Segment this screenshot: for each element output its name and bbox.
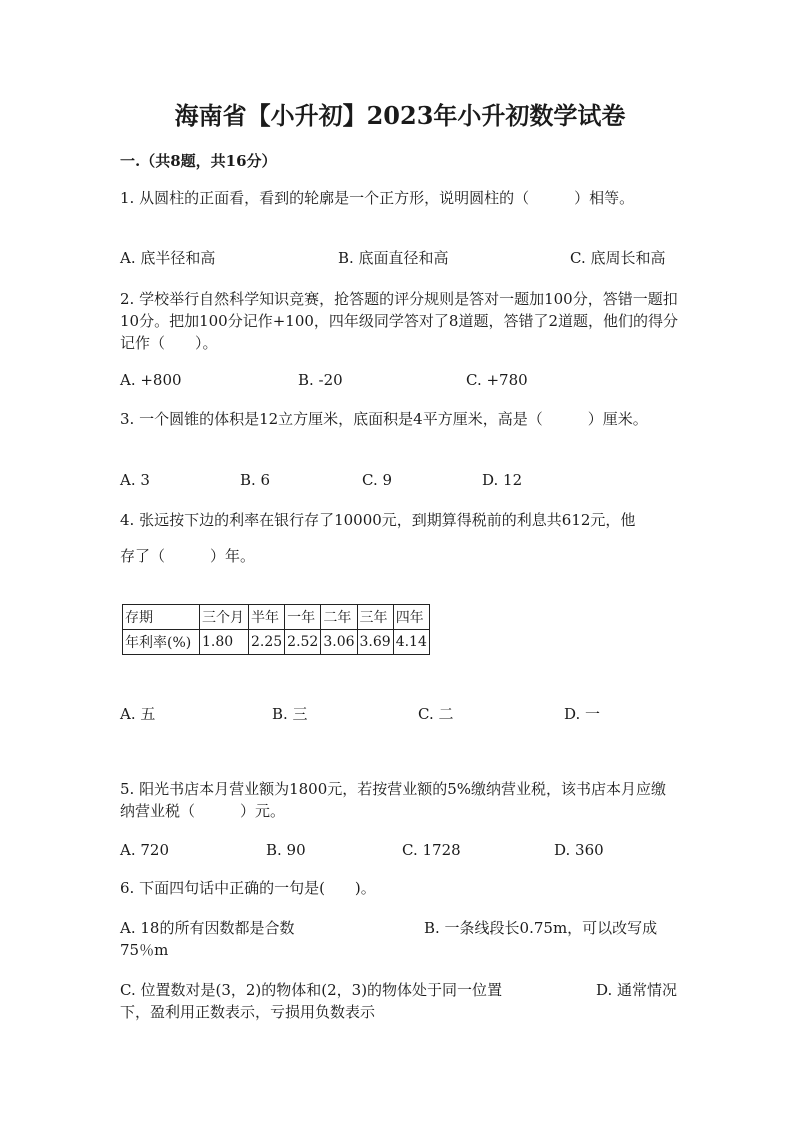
interest-rate-table — [122, 604, 430, 655]
question-5-option-d: D. 360 — [554, 841, 604, 859]
question-2-option-a: A. +800 — [120, 371, 182, 389]
table-cell: 3.06 — [321, 630, 357, 655]
table-header-cell: 四年 — [393, 605, 429, 630]
page-title: 海南省【小升初】2023年小升初数学试卷 — [174, 101, 626, 130]
question-4-text-line1: 4. 张远按下边的利率在银行存了10000元，到期算得税前的利息共612元，他 — [120, 511, 636, 529]
question-4-option-a: A. 五 — [120, 705, 156, 723]
table-header-cell: 半年 — [249, 605, 285, 630]
question-1-option-a: A. 底半径和高 — [120, 249, 216, 267]
question-2-option-c: C. +780 — [466, 371, 528, 389]
question-6-option-c: C. 位置数对是(3，2)的物体和(2，3)的物体处于同一位置 — [120, 981, 503, 999]
question-4-option-c: C. 二 — [418, 705, 454, 723]
question-6-option-d: D. 通常情况 — [596, 981, 678, 999]
table-header-cell: 存期 — [123, 605, 200, 630]
question-3-option-c: C. 9 — [362, 471, 393, 489]
question-1-option-c: C. 底周长和高 — [570, 249, 666, 267]
question-6-option-d-continued: 下，盈利用正数表示，亏损用负数表示 — [120, 1003, 376, 1021]
table-cell: 1.80 — [200, 630, 249, 655]
table-row — [123, 630, 430, 655]
question-4-text-line2: 存了（ ）年。 — [120, 547, 256, 565]
table-header-cell: 三年 — [357, 605, 393, 630]
question-6-option-b-continued: 75％m — [120, 941, 169, 959]
table-cell: 4.14 — [393, 630, 429, 655]
question-1-option-b: B. 底面直径和高 — [338, 249, 449, 267]
table-cell: 2.25 — [249, 630, 285, 655]
table-header-cell: 二年 — [321, 605, 357, 630]
table-header-cell: 一年 — [285, 605, 321, 630]
question-3-option-b: B. 6 — [240, 471, 271, 489]
question-6-text: 6. 下面四句话中正确的一句是( )。 — [120, 879, 376, 897]
question-3-option-a: A. 3 — [120, 471, 150, 489]
question-5-option-c: C. 1728 — [402, 841, 461, 859]
question-5-option-b: B. 90 — [266, 841, 306, 859]
question-4-option-d: D. 一 — [564, 705, 601, 723]
question-3-option-d: D. 12 — [482, 471, 523, 489]
table-cell: 3.69 — [357, 630, 393, 655]
question-3-text: 3. 一个圆锥的体积是12立方厘米，底面积是4平方厘米，高是（ ）厘米。 — [120, 410, 648, 428]
question-5-text: 5. 阳光书店本月营业额为1800元，若按营业额的5%缴纳营业税，该书店本月应缴纳营业税（ ）元。 — [120, 780, 667, 820]
question-5-option-a: A. 720 — [120, 841, 169, 859]
table-header-cell: 三个月 — [200, 605, 249, 630]
question-2-text: 2. 学校举行自然科学知识竞赛，抢答题的评分规则是答对一题加100分，答错一题扣10分。把加100分记作+100，四年级同学答对了8道题，答错了2道题，他们的得分记作（ ）。 — [120, 290, 679, 352]
question-6-option-a: A. 18的所有因数都是合数 — [120, 919, 295, 937]
table-header-row — [123, 605, 430, 630]
question-1-text: 1. 从圆柱的正面看，看到的轮廓是一个正方形，说明圆柱的（ ）相等。 — [120, 189, 635, 207]
question-4-option-b: B. 三 — [272, 705, 308, 723]
section-heading: 一.（共8题，共16分） — [120, 152, 277, 170]
question-6-option-b: B. 一条线段长0.75m，可以改写成 — [424, 919, 658, 937]
table-cell: 年利率(%) — [123, 630, 200, 655]
question-2-option-b: B. -20 — [298, 371, 343, 389]
table-cell: 2.52 — [285, 630, 321, 655]
